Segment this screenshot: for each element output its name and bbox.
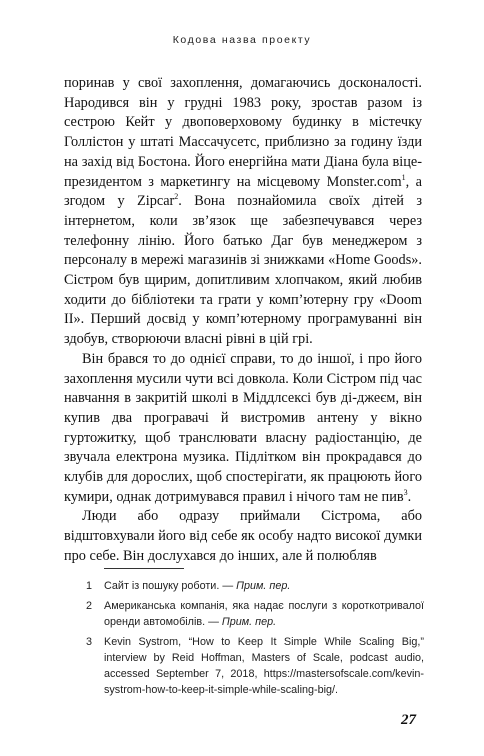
footnote-divider xyxy=(104,568,184,569)
footnote-number: 1 xyxy=(86,580,93,592)
paragraph-1-text-a: поринав у свої захоплення, домагаючись досконалості. Народився він у грудні 1983 року, зростав разом із сестрою Кейт у двоповерховому будинку в містечку Голлістон у штаті Массачусетс, приблизно за годину їзди на захід від Бостона. Його енергійна мати Діана була віце-президентом з маркетингу на місцевому Monster.com xyxy=(64,75,422,190)
paragraph-1-text-c: . Вона познайомила своїх дітей з інтернетом, коли зв’язок ще забезпечувався через телефонну лінію. Його батько Даг був менеджером з персоналу в мережі магазинів зі знижками «Home Goods». Сістром був щирим, допитливим хлопчаком, який любив ходити до бібліотеки та грати у комп’ютерну гру «Doom II». Перший досвід у комп’ютерному програмуванні він здобув, створюючи власні рівні в цій грі. xyxy=(64,193,422,348)
footnote-ref-2: 2 xyxy=(174,192,179,202)
page-number: 27 xyxy=(401,712,416,728)
footnote-ref-1: 1 xyxy=(401,172,406,182)
paragraph-1 xyxy=(64,74,422,350)
footnotes xyxy=(86,578,424,702)
footnote-body: Сайт із пошуку роботи. — xyxy=(104,580,237,592)
footnote-2 xyxy=(86,598,424,630)
footnote-text xyxy=(104,634,424,698)
footnote-body: Kevin Systrom, “How to Keep It Simple While Scaling Big,” interview by Reid Hoffman, Masters of Scale, podcast audio, accessed September 7, 2018, https://mastersofscale.com/kevin-systrom-how-to-keep-it-simple-while-scaling-big/. xyxy=(104,636,424,696)
translator-note: Прим. пер. xyxy=(236,580,291,592)
footnote-text xyxy=(104,598,424,630)
footnote-text xyxy=(104,578,424,594)
footnote-number: 3 xyxy=(86,636,93,648)
paragraph-2-text-a: Він брався то до однієї справи, то до іншої, і про його захоплення мусили чути всі довкола. Коли Сістром під час навчання в закритій школі в Міддлсексі був ді-джеєм, він купив два програвачі й вистромив антену у вікно гуртожитку, щоб транслювати власну радіостанцію, де звучала електрона музика. Підлітком він прокрадався до клубів для дорослих, щоб спостерігати, як працюють його кумири, однак дотримувався правил і нічого там не пив xyxy=(64,350,422,505)
paragraph-2-text-b: . xyxy=(407,488,412,505)
body-text xyxy=(64,74,422,567)
paragraph-2 xyxy=(64,350,422,508)
footnote-1 xyxy=(86,578,424,594)
footnote-3 xyxy=(86,634,424,698)
translator-note: Прим. пер. xyxy=(221,616,277,628)
running-head: Кодова назва проекту xyxy=(172,34,312,46)
paragraph-3: Люди або одразу приймали Сістрома, або відштовхували його від себе як особу надто високої думки про себе. Він дослухався до інших, але й полюбляв xyxy=(64,508,422,564)
footnote-body: Американська компанія, яка надає послуги з короткотривалої оренди автомобілів. — xyxy=(104,600,424,628)
paragraph-1-text-b: , а згодом у Zipcar xyxy=(64,173,423,210)
footnote-ref-3: 3 xyxy=(403,488,408,497)
footnote-number: 2 xyxy=(86,600,93,612)
